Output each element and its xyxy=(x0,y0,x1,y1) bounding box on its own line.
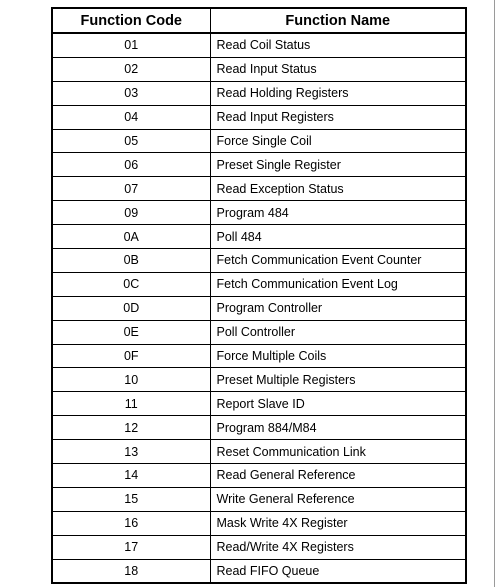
function-code-cell: 17 xyxy=(52,535,210,559)
function-name-cell: Read Exception Status xyxy=(210,177,466,201)
function-code-cell: 0C xyxy=(52,272,210,296)
table-row xyxy=(52,487,466,511)
function-code-cell: 13 xyxy=(52,440,210,464)
function-name-cell: Fetch Communication Event Counter xyxy=(210,249,466,273)
table-row xyxy=(52,535,466,559)
function-code-cell: 0E xyxy=(52,320,210,344)
function-code-cell: 07 xyxy=(52,177,210,201)
function-code-cell: 11 xyxy=(52,392,210,416)
function-name-cell: Report Slave ID xyxy=(210,392,466,416)
function-code-table xyxy=(51,7,467,584)
function-code-cell: 01 xyxy=(52,33,210,57)
table-row xyxy=(52,440,466,464)
table-row xyxy=(52,153,466,177)
header-row xyxy=(52,8,466,33)
function-name-cell: Program Controller xyxy=(210,296,466,320)
function-name-cell: Read Input Registers xyxy=(210,105,466,129)
function-name-cell: Reset Communication Link xyxy=(210,440,466,464)
table-row xyxy=(52,225,466,249)
page-edge-divider xyxy=(494,0,495,587)
function-code-cell: 02 xyxy=(52,57,210,81)
function-name-cell: Read/Write 4X Registers xyxy=(210,535,466,559)
table-row xyxy=(52,559,466,583)
table-row xyxy=(52,320,466,344)
function-code-cell: 06 xyxy=(52,153,210,177)
function-name-cell: Force Single Coil xyxy=(210,129,466,153)
function-name-cell: Mask Write 4X Register xyxy=(210,511,466,535)
table-row xyxy=(52,368,466,392)
function-code-cell: 18 xyxy=(52,559,210,583)
function-code-table-container xyxy=(51,7,465,584)
table-row xyxy=(52,296,466,320)
function-name-cell: Poll Controller xyxy=(210,320,466,344)
function-code-cell: 15 xyxy=(52,487,210,511)
table-row xyxy=(52,33,466,57)
function-code-cell: 0B xyxy=(52,249,210,273)
table-row xyxy=(52,272,466,296)
table-row xyxy=(52,129,466,153)
function-code-cell: 04 xyxy=(52,105,210,129)
table-row xyxy=(52,416,466,440)
table-row xyxy=(52,511,466,535)
table-row xyxy=(52,392,466,416)
header-function-name: Function Name xyxy=(210,8,466,33)
function-code-cell: 0D xyxy=(52,296,210,320)
function-code-cell: 14 xyxy=(52,464,210,488)
function-name-cell: Force Multiple Coils xyxy=(210,344,466,368)
function-name-cell: Fetch Communication Event Log xyxy=(210,272,466,296)
table-row xyxy=(52,344,466,368)
function-name-cell: Write General Reference xyxy=(210,487,466,511)
function-code-cell: 12 xyxy=(52,416,210,440)
function-code-cell: 05 xyxy=(52,129,210,153)
function-name-cell: Read Holding Registers xyxy=(210,81,466,105)
table-header xyxy=(52,8,466,33)
table-row xyxy=(52,177,466,201)
function-code-cell: 10 xyxy=(52,368,210,392)
function-code-cell: 0A xyxy=(52,225,210,249)
function-code-cell: 03 xyxy=(52,81,210,105)
function-name-cell: Program 884/M84 xyxy=(210,416,466,440)
function-name-cell: Preset Multiple Registers xyxy=(210,368,466,392)
function-name-cell: Read Input Status xyxy=(210,57,466,81)
table-row xyxy=(52,57,466,81)
table-row xyxy=(52,105,466,129)
table-row xyxy=(52,249,466,273)
table-row xyxy=(52,201,466,225)
function-code-cell: 09 xyxy=(52,201,210,225)
table-body xyxy=(52,33,466,583)
table-row xyxy=(52,81,466,105)
function-name-cell: Read General Reference xyxy=(210,464,466,488)
function-name-cell: Preset Single Register xyxy=(210,153,466,177)
function-name-cell: Read Coil Status xyxy=(210,33,466,57)
function-name-cell: Program 484 xyxy=(210,201,466,225)
header-function-code: Function Code xyxy=(52,8,210,33)
table-row xyxy=(52,464,466,488)
function-name-cell: Read FIFO Queue xyxy=(210,559,466,583)
function-code-cell: 16 xyxy=(52,511,210,535)
function-code-cell: 0F xyxy=(52,344,210,368)
function-name-cell: Poll 484 xyxy=(210,225,466,249)
